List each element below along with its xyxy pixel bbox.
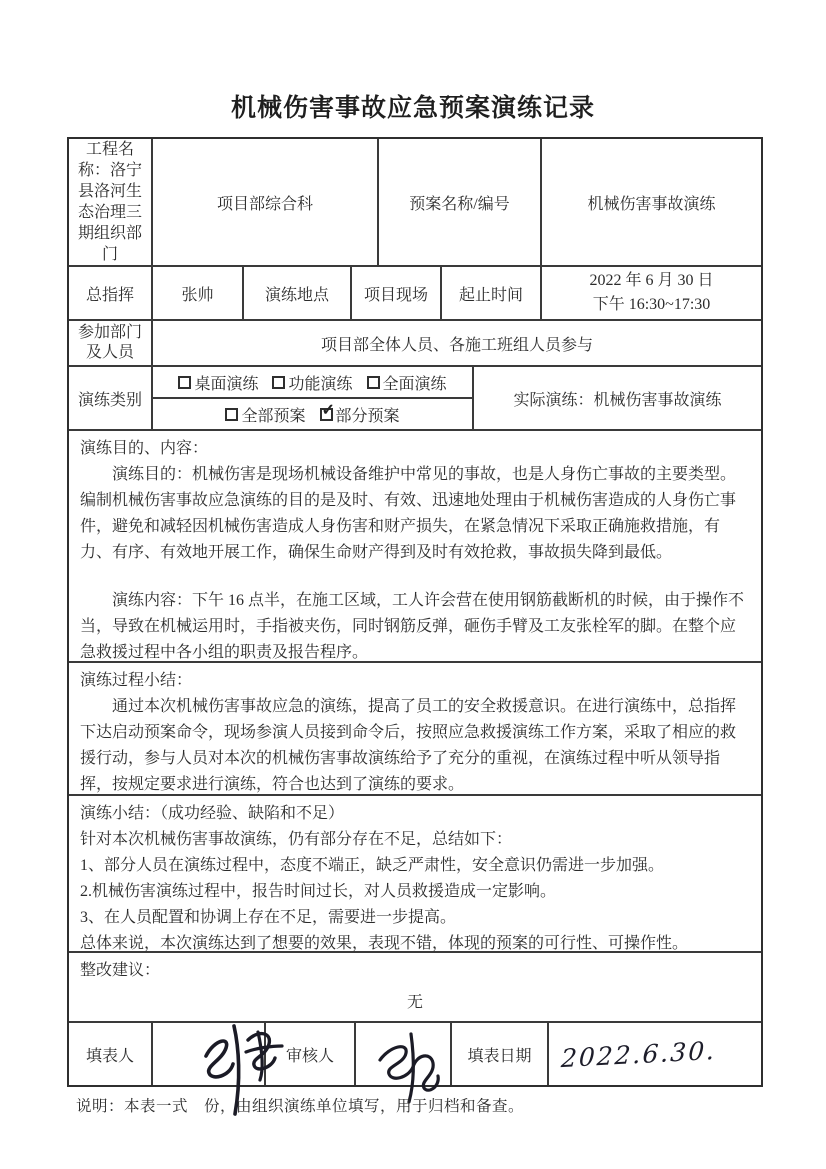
drill-type-options-line1 [153,367,472,399]
drill-place-value-cell: 项目现场 [352,267,442,319]
drill-record-table [67,137,763,1087]
reviewer-label-cell: 审核人 [266,1023,356,1085]
section-process-summary [69,663,761,796]
drill-type-options-cell [153,367,474,429]
checkbox-empty-icon [178,376,191,389]
summary-line: 1、部分人员在演练过程中，态度不端正，缺乏严肃性，安全意识仍需进一步加强。 [80,857,665,874]
org-dept-cell: 项目部综合科 [153,139,379,265]
reviewer-signature-cell [356,1023,452,1085]
drill-type-options-line2 [153,399,472,429]
filler-label-cell: 填表人 [69,1023,153,1085]
fill-date-label-cell: 填表日期 [452,1023,549,1085]
checkbox-checked-icon [320,401,335,421]
drill-place-label-cell: 演练地点 [244,267,352,319]
commander-label-cell: 总指挥 [69,267,153,319]
summary-line: 3、在人员配置和协调上存在不足，需要进一步提高。 [80,909,457,926]
summary-line: 2.机械伤害演练过程中，报告时间过长，对人员救援造成一定影响。 [80,883,557,900]
checkbox-option [225,403,305,426]
drill-time-value-cell [542,267,761,319]
fill-date-value-cell [549,1023,761,1085]
section-suggestion [69,953,761,1023]
section-drill-summary [69,796,761,953]
summary-line: 针对本次机械伤害事故演练，仍有部分存在不足，总结如下： [80,831,513,848]
table-row-signatures [69,1023,761,1085]
section-summary-label: 演练小结：（成功经验、缺陷和不足） [80,805,345,822]
table-row-commander [69,267,761,321]
commander-value-cell: 张帅 [153,267,244,319]
actual-drill-cell: 实际演练：机械伤害事故演练 [513,391,722,409]
form-note: 说明：本表一式 份，由组织演练单位填写，用于归档和备查。 [76,1098,525,1115]
checkbox-empty-icon [367,376,380,389]
participants-label-cell: 参加部门及人员 [69,321,153,365]
drill-date-line: 2022 年 6 月 30 日 [589,272,714,289]
handwritten-date: 2022.6.30. [560,1035,717,1073]
plan-name-label-cell: 预案名称/编号 [379,139,542,265]
section-purpose [69,431,761,663]
drill-hours-line: 下午 16:30~17:30 [592,296,711,313]
drill-type-label-cell: 演练类别 [69,367,153,429]
plan-name-value-cell: 机械伤害事故演练 [587,195,716,213]
checkbox-empty-icon [225,408,238,421]
checkbox-option-label: 全面演练 [382,375,447,393]
process-paragraph: 通过本次机械伤害事故应急的演练，提高了员工的安全救援意识。在进行演练中，总指挥下达启动预案命令，现场参演人员接到命令后，按照应急救援演练工作方案，采取了相应的救援行动，参与人员对本次的机械伤害事故演练给予了充分的重视，在演练过程中听从领导指挥，按规定要求进行演练，符合也达到了演练的要求。 [80,698,737,793]
checkbox-empty-icon [272,376,285,389]
section-process-label: 演练过程小结： [80,672,193,689]
checkbox-option-checked [320,403,400,426]
project-name-cell: 工程名称：洛宁县洛河生态治理三期组织部门 [69,139,153,265]
table-row-drill-type [69,367,761,431]
checkbox-option-label: 桌面演练 [194,375,259,393]
page-title: 机械伤害事故应急预案演练记录 [230,95,595,122]
section-purpose-label: 演练目的、内容： [80,440,209,457]
participants-value-cell: 项目部全体人员、各施工班组人员参与 [320,336,593,354]
checkmark-icon: ✓ [321,401,335,419]
checkbox-option [367,371,447,394]
table-row-participants [69,321,761,367]
purpose-paragraph: 演练目的：机械伤害是现场机械设备维护中常见的事故，也是人身伤亡事故的主要类型。编制机械伤害事故应急演练的目的是及时、有效、迅速地处理由于机械伤害造成的人身伤亡事件，避免和减轻因机械伤害造成人身伤害和财产损失，在紧急情况下采取正确施救措施，有力、有序、有效地开展工作，确保生命财产得到及时有效抢救，事故损失降到最低。 [80,466,737,561]
checkbox-option [178,371,258,394]
checkbox-option-label: 部分预案 [335,407,400,425]
suggestion-value: 无 [406,994,423,1011]
content-paragraph: 演练内容：下午 16 点半，在施工区域，工人许会营在使用钢筋截断机的时候，由于操作不当，导致在机械运用时，手指被夹伤，同时钢筋反弹，砸伤手臂及工友张栓军的脚。在整个应急救援过程中各小组的职责及报告程序。 [80,592,745,661]
checkbox-option-label: 全部预案 [241,407,306,425]
summary-line: 总体来说，本次演练达到了想要的效果，表现不错，体现的预案的可行性、可操作性。 [80,935,689,952]
filler-signature-cell [153,1023,266,1085]
suggestion-label: 整改建议： [80,962,161,979]
table-row-project [69,139,761,267]
drill-time-label-cell: 起止时间 [442,267,542,319]
checkbox-option-label: 功能演练 [288,375,353,393]
checkbox-option [272,371,352,394]
